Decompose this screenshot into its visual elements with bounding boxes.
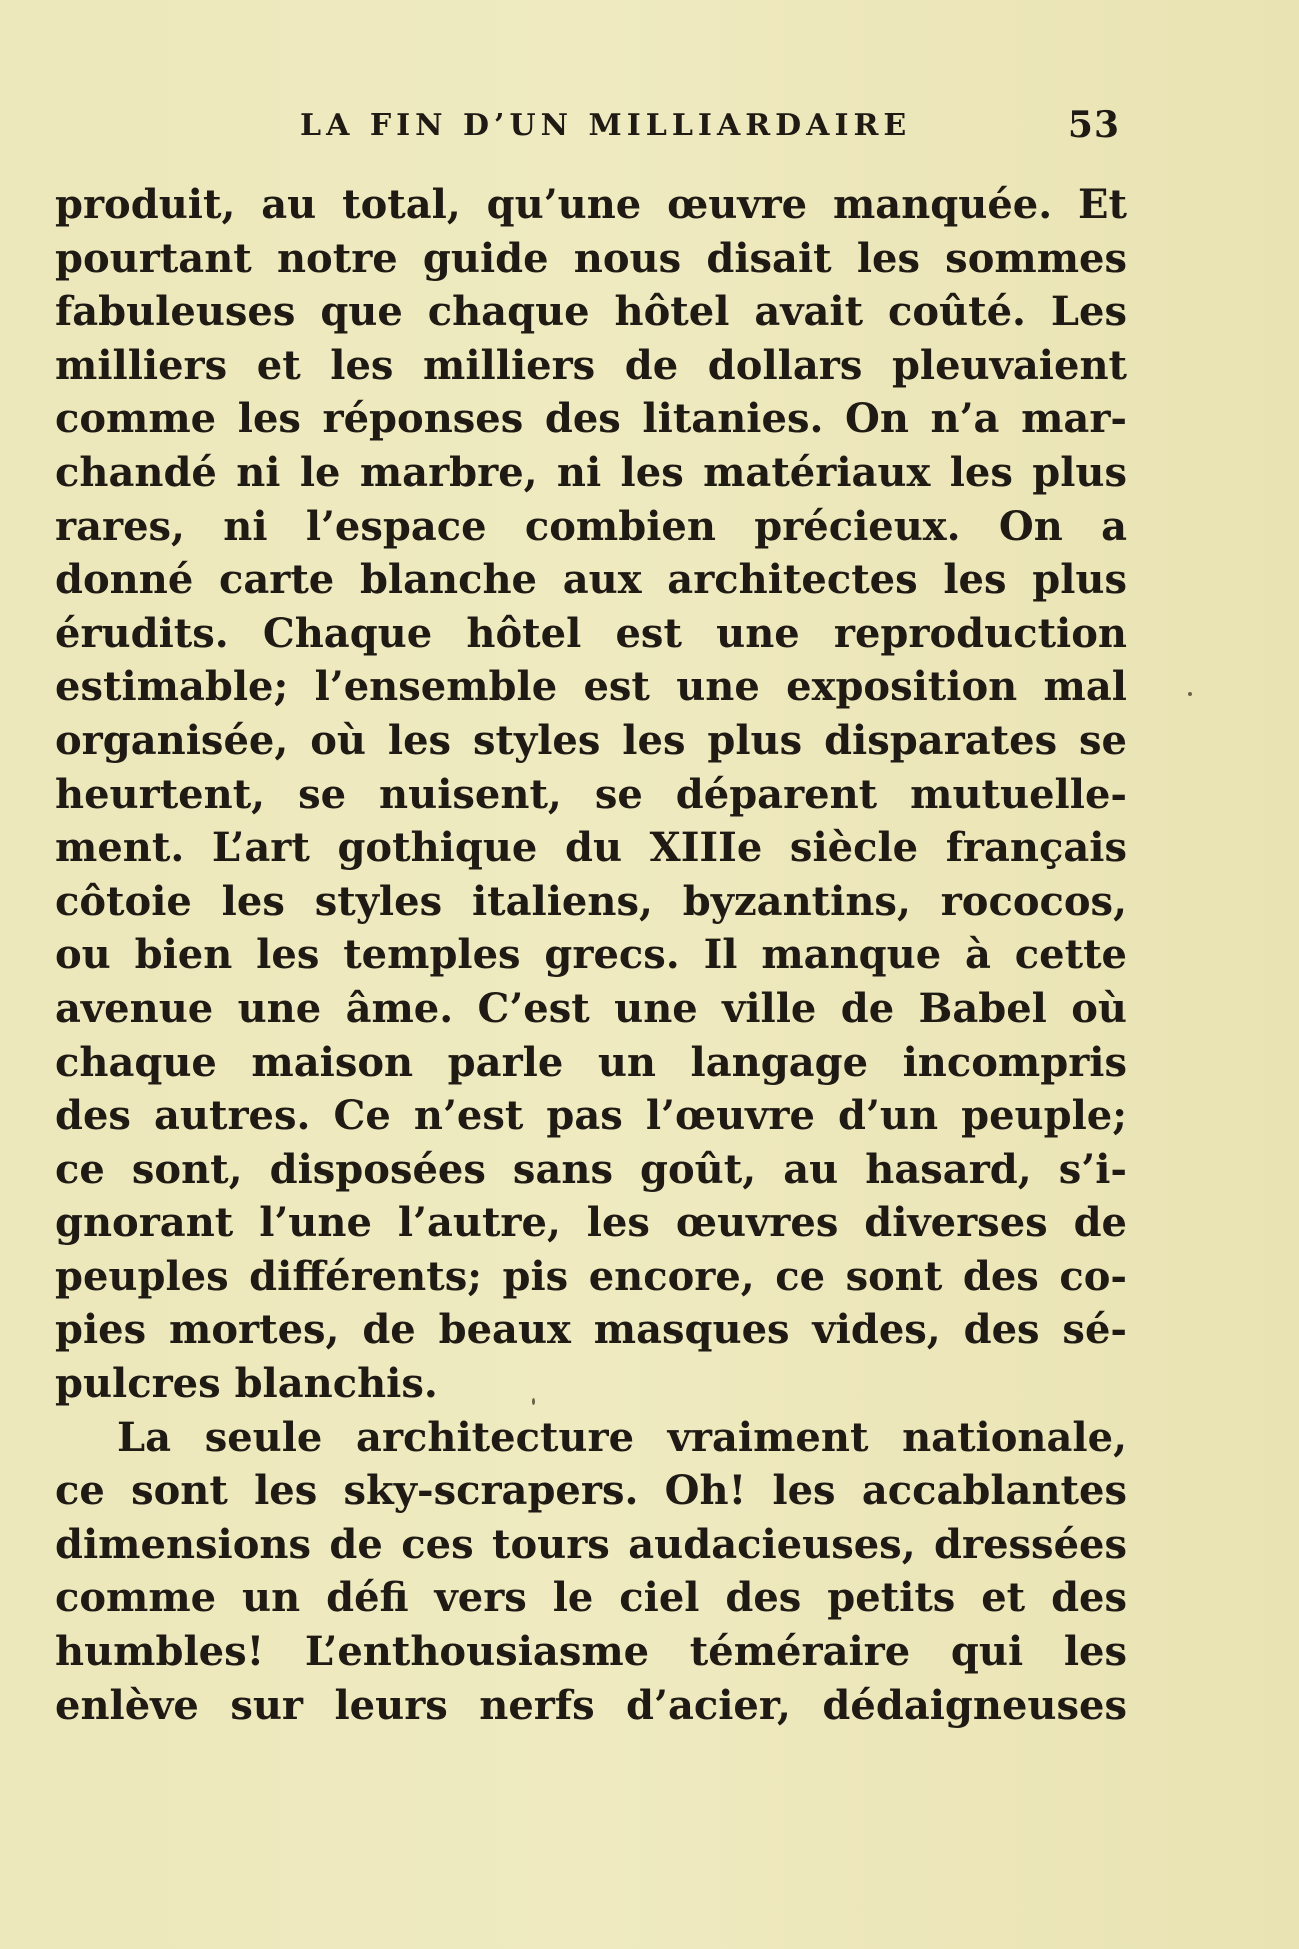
text-line: comme un défi vers le ciel des petits et des [55,1574,1127,1622]
text-line: chaque maison parle un langage incompris [55,1038,1127,1086]
text-line: des autres. Ce n’est pas l’œuvre d’un peuple; [55,1092,1127,1140]
text-line: ce sont les sky-scrapers. Oh! les accablantes [55,1467,1127,1515]
text-line: donné carte blanche aux architectes les plus [55,556,1127,604]
text-line: ou bien les temples grecs. Il manque à cette [55,931,1127,979]
text-line: estimable; l’ensemble est une exposition mal [55,663,1127,711]
paragraph-start-line: La seule architecture vraiment nationale, [117,1413,1127,1461]
text-line: heurtent, se nuisent, se déparent mutuelle- [55,770,1127,818]
paper-speck [532,1398,535,1405]
text-line: fabuleuses que chaque hôtel avait coûté. Les [55,288,1127,336]
text-line: ment. L’art gothique du XIIIe siècle français [55,824,1127,872]
text-line: chandé ni le marbre, ni les matériaux les plus [55,448,1127,496]
text-line: peuples différents; pis encore, ce sont des co- [55,1252,1127,1300]
text-line: milliers et les milliers de dollars pleuvaient [55,341,1127,389]
text-line: érudits. Chaque hôtel est une reproduction [55,609,1127,657]
text-line: comme les réponses des litanies. On n’a mar- [55,395,1127,443]
running-title: LA FIN D’UN MILLIARDAIRE [300,108,912,143]
text-line: côtoie les styles italiens, byzantins, rococos, [55,877,1127,925]
text-line: dimensions de ces tours audacieuses, dressées [55,1520,1127,1568]
body-text [55,178,1127,1732]
text-line: enlève sur leurs nerfs d’acier, dédaigneuses [55,1681,1127,1729]
text-line: organisée, où les styles les plus disparates se [55,716,1127,764]
text-line: pies mortes, de beaux masques vides, des sé- [55,1306,1127,1354]
paper-speck [1188,692,1192,696]
paragraph-end-line: pulcres blanchis. [55,1360,438,1408]
text-line: gnorant l’une l’autre, les œuvres diverses de [55,1199,1127,1247]
page-number: 53 [1067,104,1120,146]
text-line: ce sont, disposées sans goût, au hasard, s’i- [55,1145,1127,1193]
text-line: rares, ni l’espace combien précieux. On a [55,502,1127,550]
text-line: avenue une âme. C’est une ville de Babel où [55,984,1127,1032]
text-line: pourtant notre guide nous disait les sommes [55,234,1127,282]
text-line: produit, au total, qu’une œuvre manquée. Et [55,181,1127,228]
running-head [300,104,1120,152]
text-line: humbles! L’enthousiasme téméraire qui les [55,1628,1127,1676]
